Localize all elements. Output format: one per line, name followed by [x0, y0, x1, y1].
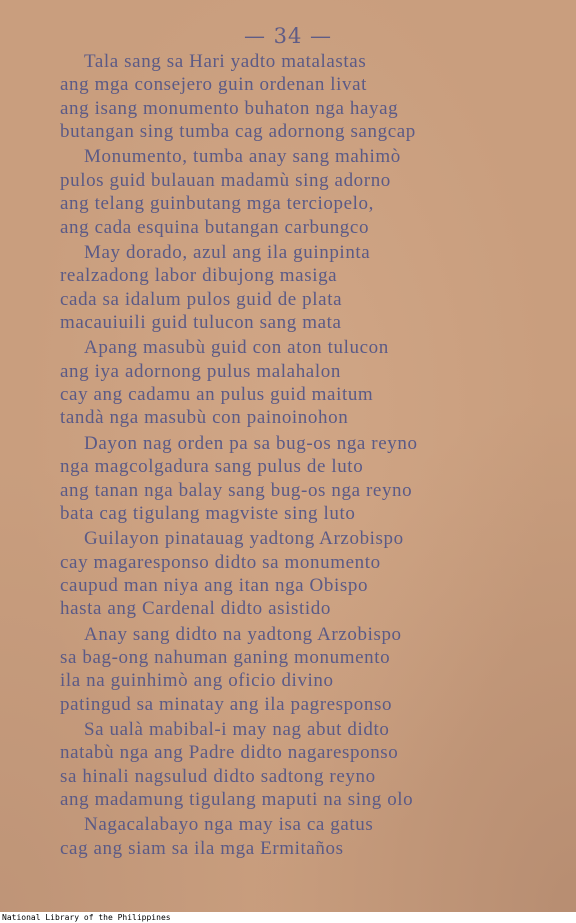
poem-line: ang mga consejero guin ordenan livat	[60, 74, 368, 96]
poem-line: ila na guinhimò ang oficio divino	[60, 670, 334, 692]
poem-line: cag ang siam sa ila mga Ermitaños	[60, 837, 344, 859]
stanza	[60, 145, 530, 239]
poem-line: ang madamung tigulang maputi na sing olo	[60, 789, 414, 811]
poem-line: Guilayon pinatauag yadtong Arzobispo	[84, 528, 404, 550]
poem-line: ang cada esquina butangan carbungco	[60, 216, 370, 238]
poem-line: realzadong labor dibujong masiga	[60, 265, 338, 287]
poem-line: hasta ang Cardenal didto asistido	[60, 598, 331, 620]
stanza	[60, 241, 530, 335]
poem-line: ang tanan nga balay sang bug-os nga reyno	[60, 479, 413, 501]
poem-line: nga magcolgadura sang pulus de luto	[60, 456, 364, 478]
page-number: — 34 —	[243, 24, 333, 48]
poem-line: tandà nga masubù con painoinohon	[60, 407, 349, 429]
poem-line: Apang masubù guid con aton tulucon	[84, 337, 389, 359]
poem-line: sa hinali nagsulud didto sadtong reyno	[60, 765, 376, 787]
poem-line: Monumento, tumba anay sang mahimò	[84, 146, 401, 168]
stanza	[60, 718, 530, 812]
poem-line: cay magaresponso didto sa monumento	[60, 551, 381, 573]
poem-line: bata cag tigulang magviste sing luto	[60, 502, 356, 524]
stanza	[60, 50, 530, 144]
stanza	[60, 432, 530, 526]
poem-line: sa bag-ong nahuman ganing monumento	[60, 646, 391, 668]
stanza	[60, 623, 530, 717]
poem-line: cada sa idalum pulos guid de plata	[60, 288, 343, 310]
poem-line: Dayon nag orden pa sa bug-os nga reyno	[84, 432, 418, 454]
poem-text	[60, 50, 530, 862]
stanza	[60, 336, 530, 430]
poem-line: Anay sang didto na yadtong Arzobispo	[84, 623, 402, 645]
poem-line: patingud sa minatay ang ila pagresponso	[60, 693, 393, 715]
poem-line: Sa ualà mabibal-i may nag abut didto	[84, 718, 390, 740]
poem-line: macauiuili guid tulucon sang mata	[60, 312, 342, 334]
stanza	[60, 527, 530, 621]
poem-line: caupud man niya ang itan nga Obispo	[60, 574, 369, 596]
poem-line: butangan sing tumba cag adornong sangcap	[60, 121, 416, 143]
library-footer: National Library of the Philippines	[2, 913, 171, 922]
poem-line: ang telang guinbutang mga terciopelo,	[60, 193, 374, 215]
stanza	[60, 813, 530, 860]
poem-line: May dorado, azul ang ila guinpinta	[84, 241, 371, 263]
poem-line: Tala sang sa Hari yadto matalastas	[84, 51, 367, 72]
poem-line: cay ang cadamu an pulus guid maitum	[60, 384, 374, 406]
poem-line: ang iya adornong pulus malahalon	[60, 360, 341, 382]
poem-line: ang isang monumento buhaton nga hayag	[60, 97, 399, 119]
poem-line: Nagacalabayo nga may isa ca gatus	[84, 814, 374, 836]
poem-line: pulos guid bulauan madamù sing adorno	[60, 169, 391, 191]
poem-line: natabù nga ang Padre didto nagaresponso	[60, 742, 399, 764]
